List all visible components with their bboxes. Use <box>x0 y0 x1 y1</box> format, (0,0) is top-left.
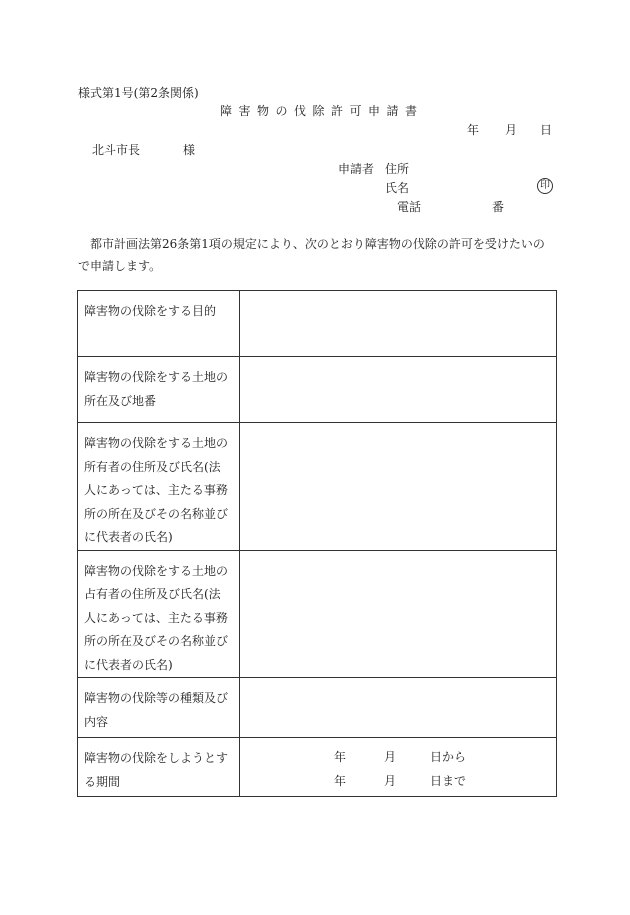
label-line: に代表者の氏名) <box>84 530 173 544</box>
label-line: 障害物の伐除をする土地の <box>84 370 229 384</box>
period-from-year: 年 <box>334 750 347 764</box>
addressee-name: 北斗市長 <box>92 143 141 157</box>
label-line: 障害物の伐除をする土地の <box>84 563 229 578</box>
label-line: に代表者の氏名) <box>84 657 173 672</box>
label-line: 占有者の住所及び氏名(法 <box>84 587 221 601</box>
row-label-occupant <box>78 550 240 678</box>
row-label-location <box>78 357 240 423</box>
period-from-day: 日から <box>430 750 467 764</box>
purpose-field[interactable] <box>240 291 557 357</box>
date-year-label: 年 <box>467 123 480 137</box>
table-row <box>78 678 557 738</box>
address-label: 住所 <box>385 162 410 176</box>
owner-field[interactable] <box>240 423 557 551</box>
row-label-period <box>78 738 240 797</box>
period-field[interactable] <box>240 738 557 797</box>
label-line: 人にあっては、主たる事務 <box>84 483 228 497</box>
label-line: 所有者の住所及び氏名(法 <box>84 459 221 474</box>
period-from-line <box>240 746 556 770</box>
label-line: 障害物の伐除等の種類及び <box>84 691 229 705</box>
label-line: 人にあっては、主たる事務 <box>84 610 228 625</box>
location-field[interactable] <box>240 357 557 423</box>
period-to-day: 日まで <box>430 773 467 788</box>
row-label-type <box>78 678 240 738</box>
document-title: 障害物の伐除許可申請書 <box>220 104 424 118</box>
table-row <box>78 291 557 357</box>
period-to-month: 月 <box>384 773 397 788</box>
intro-text: 都市計画法第26条第1項の規定により、次のとおり障害物の伐除の許可を受けたいので申請します。 <box>78 237 545 273</box>
table-row <box>78 423 557 551</box>
label-line: 障害物の伐除をする土地の <box>84 436 229 450</box>
table-row <box>78 738 557 797</box>
label-line: 内容 <box>84 714 109 729</box>
date-month-label: 月 <box>505 123 518 137</box>
table-row <box>78 550 557 678</box>
phone-suffix: 番 <box>492 200 505 214</box>
period-from-month: 月 <box>384 750 397 764</box>
form-number: 様式第1号(第2条関係) <box>78 86 199 100</box>
label-line: 障害物の伐除をしようとす <box>84 751 229 765</box>
row-label-owner <box>78 423 240 551</box>
occupant-field[interactable] <box>240 550 557 678</box>
label-line: る期間 <box>84 774 121 789</box>
name-label: 氏名 <box>385 181 410 195</box>
label-line: 所在及び地番 <box>84 393 157 408</box>
addressee-honorific: 様 <box>183 143 196 157</box>
row-label-purpose <box>78 291 240 357</box>
seal-mark: 印 <box>537 178 553 194</box>
label-line: 障害物の伐除をする目的 <box>84 304 217 318</box>
date-day-label: 日 <box>540 123 553 137</box>
applicant-label: 申請者 <box>338 162 375 176</box>
phone-label: 電話 <box>397 200 422 214</box>
label-line: 所の所在及びその名称並び <box>84 506 229 521</box>
type-field[interactable] <box>240 678 557 738</box>
label-line: 所の所在及びその名称並び <box>84 634 229 648</box>
application-table <box>77 290 557 797</box>
intro-paragraph <box>78 233 556 277</box>
table-row <box>78 357 557 423</box>
period-to-year: 年 <box>334 773 347 788</box>
period-to-line <box>240 770 556 794</box>
